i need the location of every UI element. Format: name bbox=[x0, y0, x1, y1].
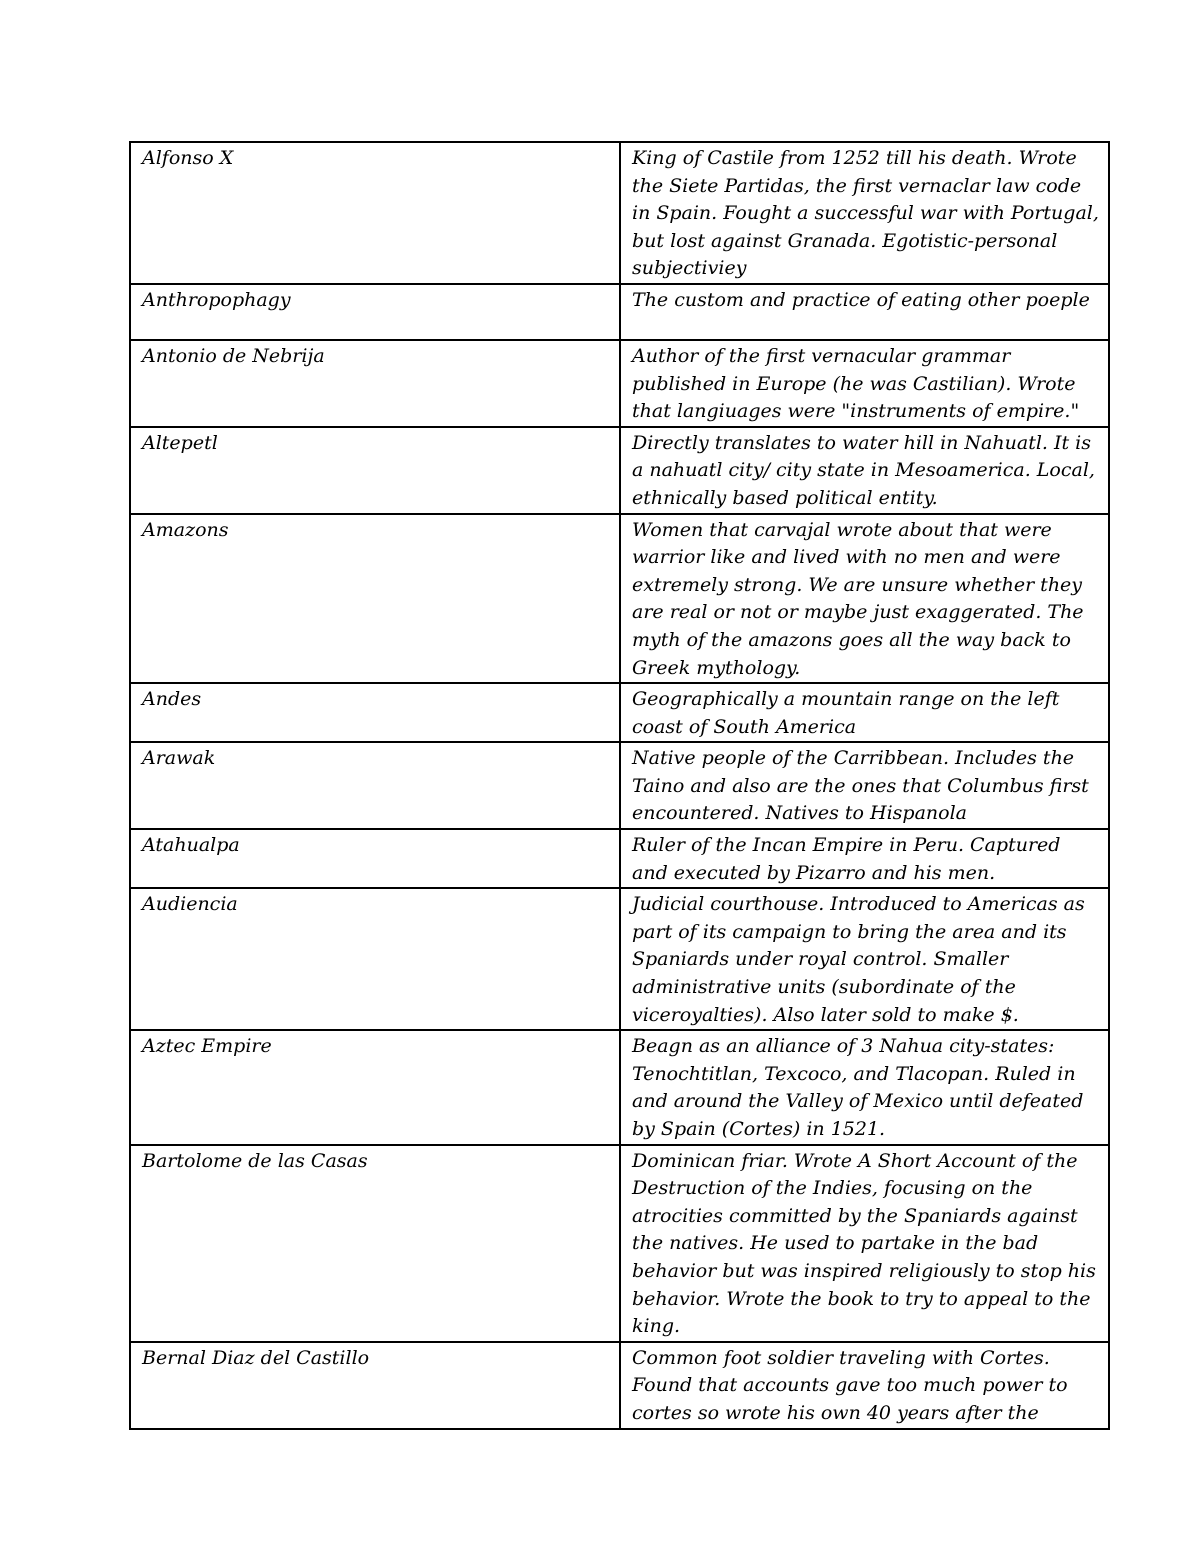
term-cell: Bartolome de las Casas bbox=[130, 1145, 620, 1342]
table-row bbox=[130, 683, 1109, 742]
table-row bbox=[130, 742, 1109, 829]
term-cell: Alfonso X bbox=[130, 142, 620, 284]
term-cell: Arawak bbox=[130, 742, 620, 829]
definition-cell: Ruler of the Incan Empire in Peru. Captured and executed by Pizarro and his men. bbox=[620, 829, 1109, 888]
term-cell: Altepetl bbox=[130, 427, 620, 514]
term-cell: Bernal Diaz del Castillo bbox=[130, 1342, 620, 1429]
table-row bbox=[130, 1030, 1109, 1144]
definition-cell: Judicial courthouse. Introduced to Americas as part of its campaign to bring the area and its Spaniards under royal control. Smaller administrative units (subordinate of the viceroyalties). Also later sold to make $. bbox=[620, 888, 1109, 1030]
definition-cell: Dominican friar. Wrote A Short Account of the Destruction of the Indies, focusing on the atrocities committed by the Spaniards against the natives. He used to partake in the bad behavior but was inspired religiously to stop his behavior. Wrote the book to try to appeal to the king. bbox=[620, 1145, 1109, 1342]
table-row bbox=[130, 1342, 1109, 1429]
table-row bbox=[130, 888, 1109, 1030]
table-row bbox=[130, 514, 1109, 684]
table-row bbox=[130, 427, 1109, 514]
table-row bbox=[130, 284, 1109, 340]
term-cell: Anthropophagy bbox=[130, 284, 620, 340]
definition-cell: Beagn as an alliance of 3 Nahua city-states: Tenochtitlan, Texcoco, and Tlacopan. Ruled in and around the Valley of Mexico until defeated by Spain (Cortes) in 1521. bbox=[620, 1030, 1109, 1144]
table-row bbox=[130, 142, 1109, 284]
table-row bbox=[130, 340, 1109, 427]
table-row bbox=[130, 829, 1109, 888]
term-cell: Antonio de Nebrija bbox=[130, 340, 620, 427]
glossary-table bbox=[129, 141, 1110, 1430]
definition-cell: Women that carvajal wrote about that were warrior like and lived with no men and were extremely strong. We are unsure whether they are real or not or maybe just exaggerated. The myth of the amazons goes all the way back to Greek mythology. bbox=[620, 514, 1109, 684]
definition-cell: King of Castile from 1252 till his death. Wrote the Siete Partidas, the first vernaclar law code in Spain. Fought a successful war with Portugal, but lost against Granada. Egotistic-personal subjectiviey bbox=[620, 142, 1109, 284]
term-cell: Aztec Empire bbox=[130, 1030, 620, 1144]
term-cell: Amazons bbox=[130, 514, 620, 684]
definition-cell: Geographically a mountain range on the left coast of South America bbox=[620, 683, 1109, 742]
term-cell: Andes bbox=[130, 683, 620, 742]
definition-cell: Author of the first vernacular grammar published in Europe (he was Castilian). Wrote that langiuages were "instruments of empire." bbox=[620, 340, 1109, 427]
definition-cell: Native people of the Carribbean. Includes the Taino and also are the ones that Columbus first encountered. Natives to Hispanola bbox=[620, 742, 1109, 829]
table-row bbox=[130, 1145, 1109, 1342]
definition-cell: The custom and practice of eating other poeple bbox=[620, 284, 1109, 340]
definition-cell: Directly translates to water hill in Nahuatl. It is a nahuatl city/ city state in Mesoamerica. Local, ethnically based political entity. bbox=[620, 427, 1109, 514]
term-cell: Audiencia bbox=[130, 888, 620, 1030]
term-cell: Atahualpa bbox=[130, 829, 620, 888]
definition-cell: Common foot soldier traveling with Cortes. Found that accounts gave too much power to cortes so wrote his own 40 years after the bbox=[620, 1342, 1109, 1429]
